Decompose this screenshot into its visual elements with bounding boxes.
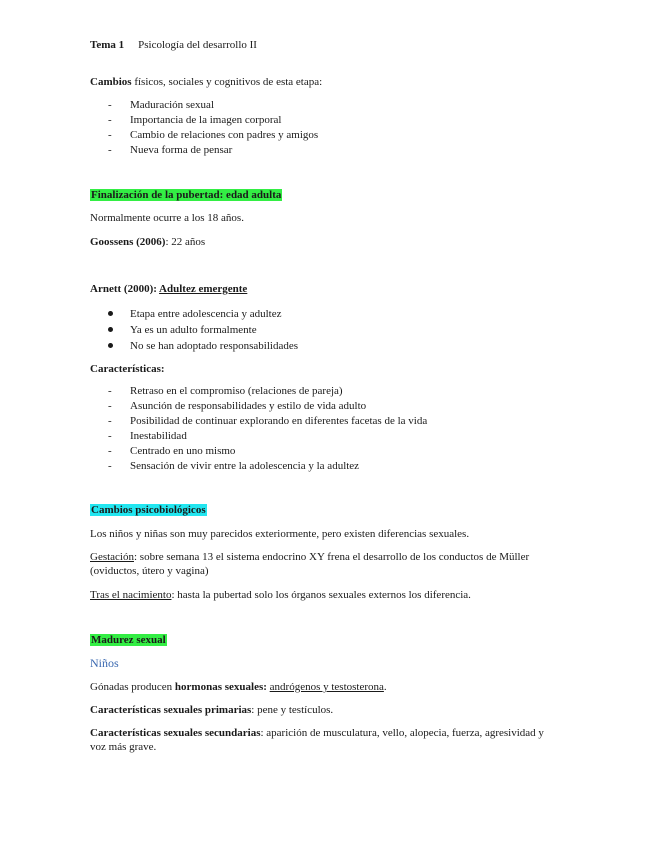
bullet-icon <box>108 343 113 348</box>
cambios-bold: Cambios <box>90 76 132 88</box>
topic-number: Tema 1 <box>90 39 125 51</box>
paragraph: Tras el nacimiento: hasta la pubertad solo los órganos sexuales externos los diferencia. <box>90 589 471 601</box>
cambios-intro <box>90 75 322 89</box>
bullet-icon <box>108 311 113 316</box>
document-page: Tema 1 Psicología del desarrollo II Cambios físicos, sociales y cognitivos de esta etapa: - Maduración sexual - Importancia de la imagen corporal - Cambio de relaciones con padres y amigos - Nueva forma de pensar Finalización de la pubertad: edad adulta Normalmente ocurre a los 18 años. Goossens (2006): 22 años Arnett (2000): Adultez emergente Etapa entre adolescencia y adultez Ya es un adulto formalmente No se han adoptado responsabilidades Características: - Retraso en el compromiso (relaciones de pareja) - Asunción de responsabilidades y estilo de vida adulto - Posibilidad de continuar explorando en diferentes facetas de la vida - Inestabilidad - Centrado en uno mismo - Sensación de vivir entre la adolescencia y la adultez Cambios psicobiológicos Los niños y niñas son muy parecidos exteriormente, pero existen diferencias sexuales. Gestación: sobre semana 13 el sistema endocrino XY frena el desarrollo de los conductos de Müller (oviductos, útero y vagina) Tras el nacimiento: hasta la pubertad solo los órganos sexuales externos los diferencia. Madurez sexual Niños Gónadas producen hormonas sexuales: andrógenos y testosterona. Características sexuales primarias: pene y testículos. Características sexuales secundarias: aparición de musculatura, vello, alopecia, fuerza, agresividad y voz más grave. <box>0 0 655 848</box>
cambios-rest: físicos, sociales y cognitivos de esta etapa: <box>131 76 323 88</box>
caracteristicas-heading: Características: <box>90 363 165 375</box>
paragraph: Gónadas producen hormonas sexuales: andrógenos y testosterona. <box>90 681 387 693</box>
section-heading-madurez: Madurez sexual <box>91 634 166 646</box>
paragraph: Normalmente ocurre a los 18 años. <box>90 212 244 224</box>
paragraph: Gestación: sobre semana 13 el sistema endocrino XY frena el desarrollo de los conductos de Müller (oviductos, útero y vagina) <box>90 551 530 577</box>
paragraph: Características sexuales secundarias: aparición de musculatura, vello, alopecia, fuerza, agresividad y voz más grave. <box>90 727 544 753</box>
bullet-icon <box>108 327 113 332</box>
topic-title: Psicología del desarrollo II <box>138 39 257 51</box>
paragraph: Los niños y niñas son muy parecidos exteriormente, pero existen diferencias sexuales. <box>90 528 470 540</box>
subheading: Niños <box>90 656 119 670</box>
section-heading-psicobio: Cambios psicobiológicos <box>91 504 206 516</box>
arnett-heading: Arnett (2000): Adultez emergente <box>90 283 248 295</box>
paragraph: Características sexuales primarias: pene y testículos. <box>90 704 334 716</box>
paragraph: Goossens (2006): 22 años <box>90 236 206 248</box>
section-heading-finalizacion: Finalización de la pubertad: edad adulta <box>91 189 282 201</box>
document-header <box>90 38 257 52</box>
